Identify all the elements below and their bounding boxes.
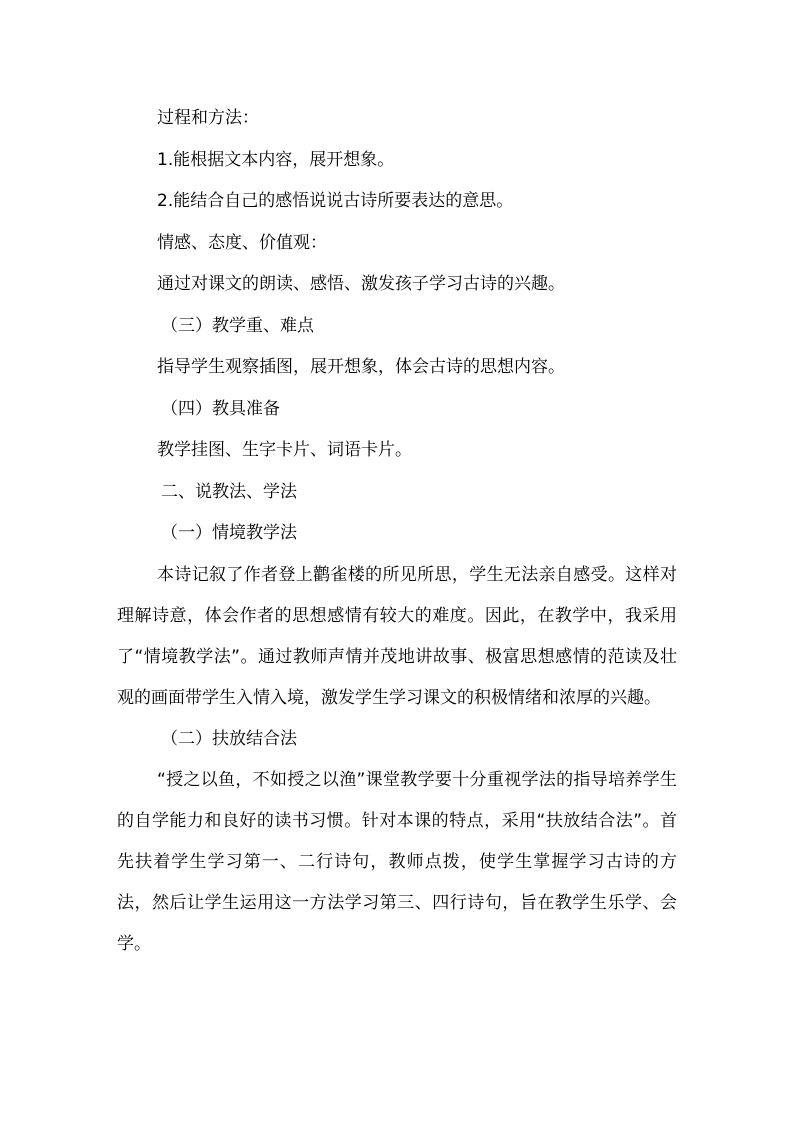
emotion-goal-text: 通过对课文的朗读、感悟、激发孩子学习古诗的兴趣。: [157, 274, 565, 294]
heading-methods: 二、说教法、学法: [161, 481, 297, 502]
goal-item-2: 2.能结合自己的感悟说说古诗所要表达的意思。: [157, 191, 514, 211]
guided-method-paragraph: “授之以鱼，不如授之以渔”课堂教学要十分重视学法的指导培养学生的自学能力和良好的读书习惯。针对本课的特点，采用“扶放结合法”。首先扶着学生学习第一、二行诗句，教师点拨，使学生掌握学习古诗的方法，然后让学生运用这一方法学习第三、四行诗句，旨在教学生乐学、会学。: [117, 770, 677, 954]
heading-emotion-attitude: 情感、态度、价值观：: [157, 232, 327, 253]
situational-method-paragraph: 本诗记叙了作者登上鹳雀楼的所见所思，学生无法亲自感受。这样对理解诗意，体会作者的思想感情有较大的难度。因此，在教学中，我采用了“情境教学法”。通过教师声情并茂地讲故事、极富思想感情的范读及壮观的画面带学生入情入境，激发学生学习课文的积极情绪和浓厚的兴趣。: [117, 564, 677, 708]
goal-item-1: 1.能根据文本内容，展开想象。: [157, 149, 395, 170]
heading-guided-method: （二）扶放结合法: [161, 728, 297, 749]
document-body: [117, 98, 677, 965]
heading-teaching-aids: （四）教具准备: [161, 398, 280, 419]
heading-situational-method: （一）情境教学法: [161, 523, 297, 543]
heading-key-points: （三）教学重、难点: [161, 315, 314, 336]
heading-process-method: 过程和方法：: [157, 108, 259, 128]
key-points-text: 指导学生观察插图，展开想象，体会古诗的思想内容。: [157, 357, 565, 377]
teaching-aids-text: 教学挂图、生字卡片、词语卡片。: [157, 440, 412, 460]
